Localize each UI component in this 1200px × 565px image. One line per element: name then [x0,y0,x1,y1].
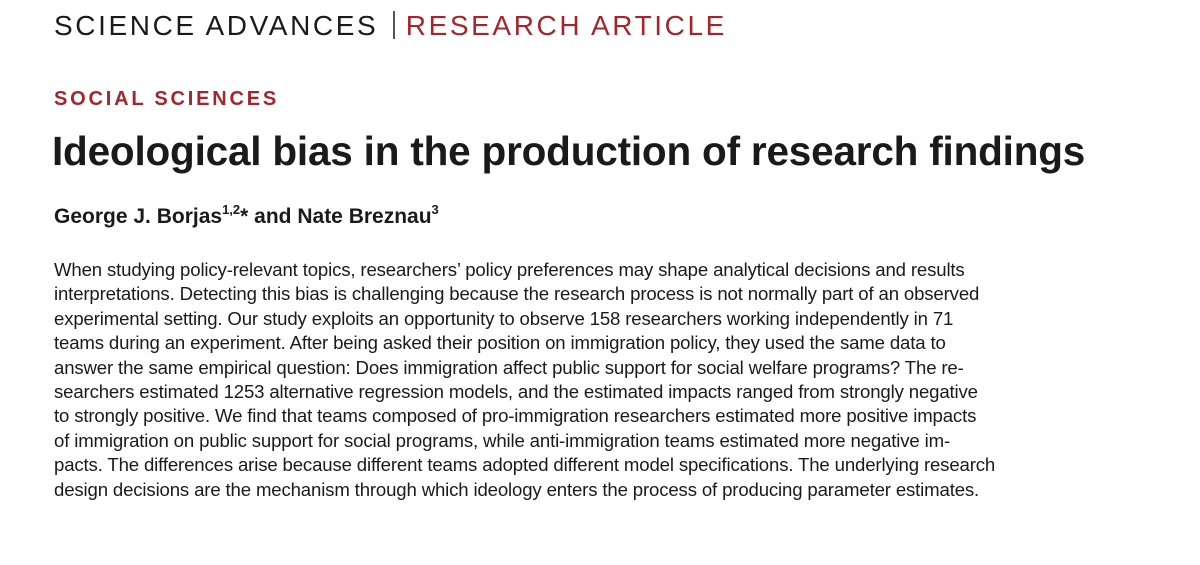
author-affiliation: 1,2 [222,202,241,217]
abstract-line: experimental setting. Our study exploits an opportunity to observe 158 researchers working independently in 71 [54,307,954,329]
abstract-line: searchers estimated 1253 alternative regression models, and the estimated impacts ranged from strongly negative [54,381,978,403]
author-list [54,202,439,229]
abstract-line: of immigration on public support for social programs, while anti-immigration teams estimated more negative im- [54,429,950,451]
section-label: SOCIAL SCIENCES [54,88,279,110]
abstract-line: design decisions are the mechanism through which ideology enters the process of producing parameter estimates. [54,478,980,500]
header-divider [393,11,395,39]
article-type: RESEARCH ARTICLE [405,10,727,41]
corresponding-author-mark: * [240,205,249,228]
abstract-line: interpretations. Detecting this bias is challenging because the research process is not normally part of an observed [54,283,980,305]
article-title: Ideological bias in the production of research findings [52,128,1086,174]
journal-name: SCIENCE ADVANCES [54,10,379,41]
abstract [54,258,1194,502]
abstract-line: When studying policy-relevant topics, researchers’ policy preferences may shape analytical decisions and results [54,259,965,280]
author-name: Nate Breznau [297,205,432,228]
abstract-line: pacts. The differences arise because different teams adopted different model specifications. The underlying research [54,454,996,476]
author-affiliation: 3 [431,202,439,217]
abstract-line: to strongly positive. We find that teams composed of pro-immigration researchers estimated more positive impacts [54,405,977,427]
journal-header [54,10,727,42]
abstract-line: answer the same empirical question: Does immigration affect public support for social welfare programs? The re- [54,356,964,378]
author-connector: and [248,205,298,228]
author-name: George J. Borjas [54,205,223,228]
abstract-line: teams during an experiment. After being asked their position on immigration policy, they used the same data to [54,332,946,354]
